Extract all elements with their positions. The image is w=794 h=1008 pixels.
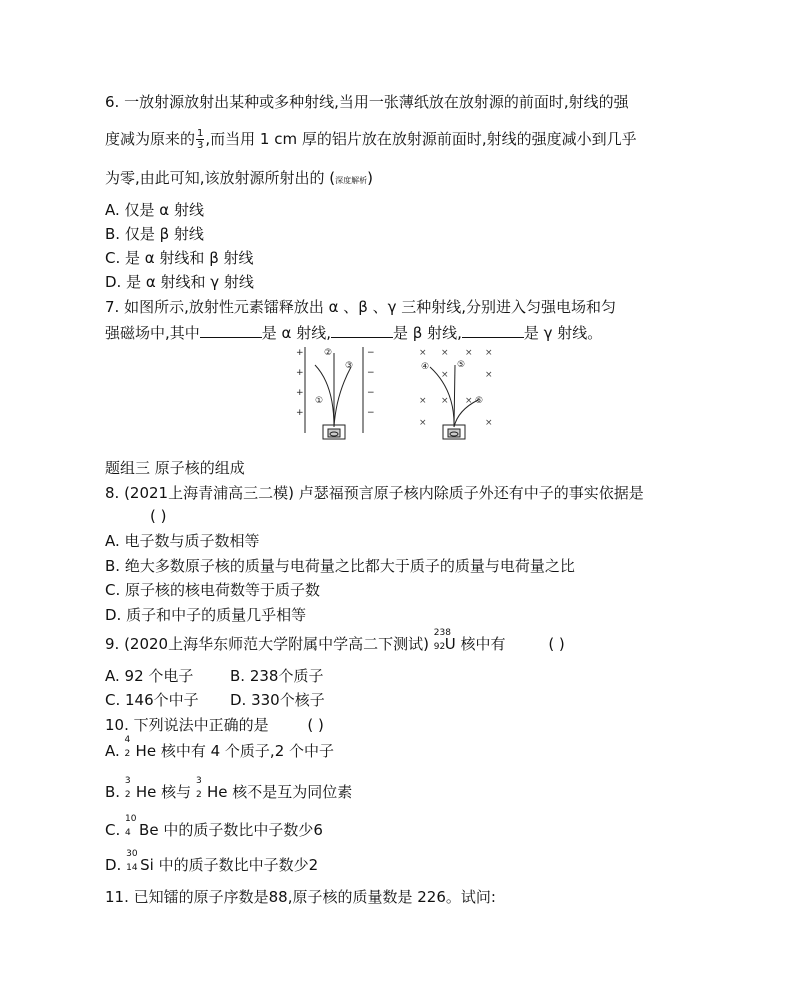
answer-blank-2[interactable]	[331, 323, 393, 338]
svg-text:+: +	[296, 408, 304, 418]
mass-number: 10	[125, 814, 137, 824]
q9-stem-post: 核中有	[460, 635, 506, 653]
svg-text:×: ×	[419, 396, 427, 406]
svg-text:+: +	[296, 348, 304, 358]
svg-text:×: ×	[441, 396, 449, 406]
q6-option-d: D. 是 α 射线和 γ 射线	[105, 273, 254, 291]
q9-option-c: C. 146个中子	[105, 691, 199, 709]
q7-line2-a: 强磁场中,其中	[105, 324, 200, 342]
option-text: 中的质子数比中子数少6	[163, 821, 323, 839]
q8-option-b: B. 绝大多数原子核的质量与电荷量之比都大于质子的质量与电荷量之比	[105, 557, 575, 575]
q9-options-row2	[105, 690, 325, 710]
atomic-number: 2	[195, 790, 202, 800]
q9-stem	[105, 628, 565, 654]
q6-line3-end: )	[367, 169, 374, 187]
magnetic-cross-marks	[419, 348, 493, 428]
svg-text:×: ×	[485, 418, 493, 428]
q7-line2-b: 是 α 射线,	[261, 324, 331, 342]
atomic-number: 14	[126, 863, 138, 873]
svg-text:+: +	[296, 368, 304, 378]
atomic-number: 92	[433, 642, 446, 652]
beryllium-nuclide	[125, 814, 159, 840]
q9-answer-paren: ( )	[548, 635, 565, 653]
q9-option-b: B. 238个质子	[230, 667, 324, 685]
electric-plus-signs	[296, 348, 304, 418]
q9-option-d: D. 330个核子	[230, 691, 325, 709]
q8-option-a: A. 电子数与质子数相等	[105, 532, 260, 550]
mass-number: 3	[195, 776, 202, 786]
mass-number: 238	[433, 628, 451, 638]
element-symbol: He	[135, 742, 157, 760]
q6-option-c: C. 是 α 射线和 β 射线	[105, 249, 254, 267]
q8-answer-paren: ( )	[150, 507, 167, 525]
option-text-mid: 核与	[161, 783, 192, 801]
q6-line2-pre: 度减为原来的	[105, 130, 196, 148]
q7-line1: 7. 如图所示,放射性元素镭释放出 α 、β 、γ 三种射线,分别进入匀强电场和匀	[105, 298, 617, 316]
element-symbol: He	[206, 783, 228, 801]
electric-minus-signs	[367, 348, 375, 418]
label-6: ⑥	[475, 396, 484, 406]
label-2: ②	[324, 348, 333, 358]
option-label: C.	[105, 821, 121, 839]
option-label: A.	[105, 742, 120, 760]
trajectory-5	[454, 365, 455, 427]
q11-line1: 11. 已知镭的原子序数是88,原子核的质量数是 226。试问:	[105, 888, 496, 906]
element-symbol: Si	[140, 856, 154, 874]
option-text: 核不是互为同位素	[232, 783, 353, 801]
q6-line2	[105, 128, 637, 151]
svg-text:+: +	[296, 388, 304, 398]
option-label: B.	[105, 783, 121, 801]
helium3-nuclide-2	[195, 776, 228, 802]
label-1: ①	[315, 396, 324, 406]
svg-text:×: ×	[485, 348, 493, 358]
element-symbol: Be	[139, 821, 159, 839]
q10-option-a	[105, 735, 335, 761]
element-symbol: He	[135, 783, 157, 801]
electric-field-diagram	[305, 347, 363, 439]
fraction-numerator: 1	[197, 128, 204, 139]
q10-answer-paren: ( )	[307, 716, 324, 734]
q8-line1: 8. (2021上海青浦高三二模) 卢瑟福预言原子核内除质子外还有中子的事实依据是	[105, 484, 644, 502]
svg-text:×: ×	[441, 370, 449, 380]
svg-text:×: ×	[465, 396, 473, 406]
silicon-nuclide	[126, 849, 154, 875]
svg-text:−: −	[367, 348, 375, 358]
q6-line1: 6. 一放射源放射出某种或多种射线,当用一张薄纸放在放射源的前面时,射线的强	[105, 93, 629, 111]
option-text: 中的质子数比中子数少2	[158, 856, 319, 874]
mass-number: 30	[126, 849, 138, 859]
label-4: ④	[421, 362, 430, 372]
atomic-number: 2	[124, 749, 131, 759]
q10-option-c	[105, 814, 323, 840]
svg-text:×: ×	[485, 370, 493, 380]
q6-line3-text: 为零,由此可知,该放射源所射出的 (	[105, 169, 336, 187]
section-title: 题组三 原子核的组成	[105, 459, 245, 477]
q9-stem-pre: 9. (2020上海华东师范大学附属中学高二下测试)	[105, 635, 429, 653]
svg-text:×: ×	[419, 348, 427, 358]
q6-option-b: B. 仅是 β 射线	[105, 225, 204, 243]
helium3-nuclide	[124, 776, 157, 802]
uranium-nuclide	[433, 628, 456, 654]
q9-options-row1	[105, 666, 323, 686]
q10-option-b	[105, 776, 353, 802]
mass-number: 4	[124, 735, 131, 745]
q10-option-d	[105, 849, 319, 875]
option-label: D.	[105, 856, 122, 874]
q10-stem	[105, 715, 324, 735]
q7-line2-d: 是 γ 射线。	[523, 324, 603, 342]
mass-number: 3	[124, 776, 131, 786]
svg-text:−: −	[367, 368, 375, 378]
atomic-number: 4	[125, 828, 131, 838]
q10-stem-text: 10. 下列说法中正确的是	[105, 716, 269, 734]
trajectory-3	[334, 367, 351, 427]
q6-fraction	[196, 128, 204, 151]
q7-line2-c: 是 β 射线,	[392, 324, 462, 342]
q6-line2-post: ,而当用 1 cm 厚的铝片放在放射源前面时,射线的强度减小到几乎	[205, 130, 637, 148]
q6-line3	[105, 168, 373, 191]
option-text: 核中有 4 个质子,2 个中子	[160, 742, 335, 760]
q7-line2	[105, 323, 602, 343]
q8-option-d: D. 质子和中子的质量几乎相等	[105, 606, 307, 624]
answer-blank-3[interactable]	[462, 323, 524, 338]
q7-figure	[295, 345, 505, 445]
label-5: ⑤	[457, 360, 466, 370]
q6-note: 深度解析	[335, 176, 368, 185]
svg-text:×: ×	[419, 418, 427, 428]
svg-text:×: ×	[465, 348, 473, 358]
svg-text:−: −	[367, 408, 375, 418]
svg-text:−: −	[367, 388, 375, 398]
label-3: ③	[345, 361, 354, 371]
svg-text:×: ×	[441, 348, 449, 358]
element-symbol: U	[444, 635, 456, 653]
fraction-denominator: 3	[197, 140, 204, 151]
atomic-number: 2	[124, 790, 131, 800]
q6-option-a: A. 仅是 α 射线	[105, 201, 204, 219]
q9-option-a: A. 92 个电子	[105, 667, 194, 685]
answer-blank-1[interactable]	[200, 323, 262, 338]
helium4-nuclide	[124, 735, 157, 761]
q8-option-c: C. 原子核的核电荷数等于质子数	[105, 581, 321, 599]
